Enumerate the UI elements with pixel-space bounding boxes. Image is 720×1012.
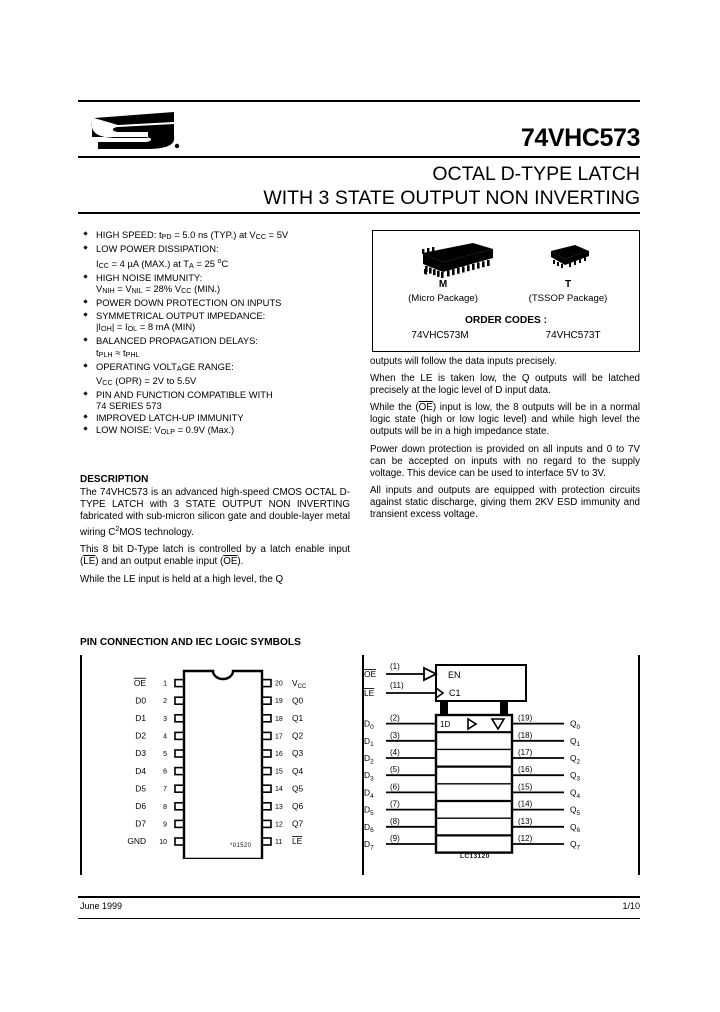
order-code-m: 74VHC573M [411, 330, 469, 341]
bullet-icon [83, 312, 87, 316]
order-codes-title: ORDER CODES : [464, 315, 548, 326]
feature-line: POWER DOWN PROTECTION ON INPUTS [96, 297, 282, 309]
bullet-icon [83, 338, 87, 342]
package-code-m: M [438, 279, 448, 290]
footer-rule-top [78, 896, 640, 898]
description-paragraph: This 8 bit D-Type latch is controlled by a latch enable input $(\overline{LE})$ and an output enable input $(\overline{OE})$. [80, 544, 350, 568]
svg-text:(18): (18) [518, 730, 533, 740]
svg-text:(15): (15) [518, 782, 533, 792]
bullet-icon [83, 274, 87, 278]
svg-text:(1): (1) [390, 662, 400, 671]
feature-line: IMPROVED LATCH-UP IMMUNITY [96, 412, 244, 424]
svg-text:D2: $D_2$ [364, 753, 374, 766]
svg-text:EN: EN [448, 670, 461, 680]
feature-item [80, 361, 358, 388]
right-paragraph: When the LE is taken low, the Q outputs will be latched precisely at the logic level of D input data. [370, 373, 640, 397]
svg-text:D5: D5 [135, 783, 146, 794]
svg-text:Q1: Q1 [292, 713, 304, 723]
feature-line: HIGH SPEED: $t_{PD} = 5.0$ ns (TYP.) at $V_{CC} = 5V$ [96, 229, 289, 241]
svg-text:(5): (5) [390, 765, 400, 775]
svg-text:Q2: Q2 [292, 730, 304, 741]
svg-text:D7: D7 [135, 818, 146, 829]
right-column-body [370, 356, 640, 526]
svg-text:(12): (12) [518, 834, 533, 843]
svg-text:OE: OE [364, 669, 377, 679]
feature-line: PIN AND FUNCTION COMPATIBLE WITH [96, 388, 273, 400]
svg-text:Q5: $Q_5$ [570, 804, 581, 817]
svg-text:LE: LE [364, 688, 375, 698]
feature-line: BALANCED PROPAGATION DELAYS: [96, 335, 259, 347]
svg-text:(16): (16) [518, 765, 533, 775]
package-name-m: (Micro Package) [408, 293, 478, 304]
svg-text:Q6: Q6 [292, 801, 304, 811]
part-number: 74VHC573 [520, 124, 640, 152]
diagram-divider-right [638, 655, 640, 875]
svg-text:Q7: Q7 [292, 818, 304, 829]
order-code-t: 74VHC573T [545, 330, 601, 341]
svg-text:D4: $D_4$ [364, 787, 374, 800]
svg-text:D2: D2 [135, 730, 146, 741]
feature-line: $V_{CC}$ (OPR) = 2V to 5.5V [96, 374, 197, 387]
svg-text:Q3: $Q_3$ [570, 770, 581, 783]
bullet-icon [83, 427, 87, 431]
svg-text:(8): (8) [390, 816, 400, 826]
iec-logic-symbol [364, 657, 638, 862]
iec-figure-id: LC13120 [460, 853, 490, 860]
svg-text:9: 9 [163, 821, 167, 829]
st-logo [88, 108, 184, 152]
right-paragraph: Power down protection is provided on all inputs and 0 to 7V can be accepted on inputs with no regard to the supply voltage. This device can be used to interface 5V to 3V. [370, 443, 640, 479]
page-title-line2: WITH 3 STATE OUTPUT NON INVERTING [263, 187, 640, 209]
features-list [80, 229, 358, 439]
svg-text:(3): (3) [390, 730, 400, 740]
svg-text:11: 11 [275, 839, 283, 846]
header-rule-top [78, 100, 640, 102]
package-order-box [372, 230, 640, 352]
header-rule-middle [78, 156, 640, 158]
tssop-package-icon [541, 243, 595, 280]
svg-text:1: 1 [163, 680, 167, 688]
svg-text:D6: D6 [135, 801, 146, 811]
bullet-icon [83, 415, 87, 419]
footer-page-number: 1/10 [622, 901, 640, 911]
svg-text:(19): (19) [518, 713, 533, 723]
bullet-icon [83, 391, 87, 395]
svg-text:3: 3 [163, 715, 167, 723]
package-name-t: (TSSOP Package) [528, 293, 608, 304]
feature-item [80, 297, 358, 309]
svg-text:D7: $D_7$ [364, 839, 374, 852]
svg-text:4: 4 [163, 733, 167, 741]
svg-text:(17): (17) [518, 748, 533, 757]
footer-rule-bottom [78, 918, 640, 919]
bullet-icon [83, 363, 87, 367]
svg-text:D0: D0 [135, 695, 146, 706]
svg-text:VCC: $V_{CC}$ [292, 677, 307, 690]
svg-text:Q0: Q0 [292, 695, 304, 706]
svg-text:16: 16 [275, 751, 283, 758]
svg-text:D6: $D_6$ [364, 821, 374, 835]
feature-item [80, 272, 358, 297]
svg-text:D5: $D_5$ [364, 804, 374, 817]
feature-item [80, 412, 358, 424]
svg-text:(6): (6) [390, 782, 400, 792]
pin-section-heading: PIN CONNECTION AND IEC LOGIC SYMBOLS [80, 637, 301, 648]
feature-line: OPERATING $VOLT_AGE$ RANGE: [96, 360, 234, 373]
svg-text:Q4: $Q_4$ [570, 787, 581, 800]
svg-text:13: 13 [275, 803, 283, 811]
svg-text:OE: OE [133, 677, 146, 688]
feature-line: LOW NOISE: $V_{OLP} = 0.9V$ (Max.) [96, 424, 235, 437]
feature-line: HIGH NOISE IMMUNITY: [96, 271, 203, 283]
bullet-icon [83, 245, 87, 249]
right-paragraph: While the $(\overline{OE})$ input is low, the 8 outputs will be in a normal logic state (high or low logic level) and while high level the outputs will be in a high impedance state. [370, 402, 640, 438]
pin-diagram-area [80, 655, 640, 880]
order-codes-row [373, 330, 639, 341]
right-paragraph: outputs will follow the data inputs precisely. [370, 356, 557, 367]
svg-text:(13): (13) [518, 816, 533, 826]
header-rule-bottom [78, 212, 640, 214]
feature-line: 74 SERIES 573 [96, 400, 162, 412]
svg-text:(14): (14) [518, 799, 533, 809]
feature-item [80, 335, 358, 360]
right-paragraph: All inputs and outputs are equipped with protection circuits against static discharge, giving them 2KV ESD immunity and transient excess voltage. [370, 484, 640, 521]
svg-text:C1: C1 [449, 688, 461, 698]
feature-item [80, 389, 358, 412]
svg-text:7: 7 [163, 786, 167, 794]
page-title-line1: OCTAL D-TYPE LATCH [432, 163, 640, 185]
feature-item [80, 243, 358, 271]
svg-text:(11): (11) [390, 681, 404, 690]
svg-text:Q6: $Q_6$ [570, 821, 581, 835]
svg-text:D3: D3 [135, 748, 146, 759]
svg-text:D3: $D_3$ [364, 770, 374, 783]
feature-item [80, 424, 358, 438]
svg-text:15: 15 [275, 768, 283, 776]
feature-line: $|I_{OH}| = I_{OL} = 8$ mA (MIN) [96, 321, 196, 334]
feature-line: $I_{CC} = 4$ µA (MAX.) at $T_A = 25$ $^o$C [96, 255, 229, 270]
bullet-icon [83, 231, 87, 235]
svg-text:LE: LE [292, 836, 303, 847]
svg-text:19: 19 [275, 698, 283, 706]
svg-text:GND: GND [127, 836, 146, 847]
svg-text:5: 5 [163, 751, 167, 758]
feature-line: $V_{NIH} = V_{NIL} = 28\%$ $V_{CC}$ (MIN.) [96, 283, 221, 296]
svg-text:(7): (7) [390, 799, 400, 809]
svg-text:Q4: Q4 [292, 765, 304, 776]
svg-text:D1: $D_1$ [364, 735, 374, 749]
svg-text:14: 14 [275, 786, 283, 794]
description-paragraph: The 74VHC573 is an advanced high-speed CMOS OCTAL D-TYPE LATCH with 3 STATE OUTPUT NON INVERTING fabricated with sub-micron silicon gate and double-layer metal wiring $C^2MOS$ technology. [80, 487, 350, 539]
svg-text:Q7: $Q_7$ [570, 839, 581, 852]
description-body [80, 487, 350, 591]
svg-text:10: 10 [159, 839, 167, 846]
feature-item [80, 229, 358, 243]
svg-text:12: 12 [275, 821, 283, 829]
svg-text:D4: D4 [135, 765, 146, 776]
svg-text:(9): (9) [390, 834, 400, 843]
svg-text:18: 18 [275, 715, 283, 723]
bullet-icon [83, 300, 87, 304]
soic-package-icon [411, 241, 497, 284]
svg-text:(4): (4) [390, 748, 400, 757]
svg-text:1D: 1D [440, 720, 451, 729]
feature-line: LOW POWER DISSIPATION: [96, 243, 219, 255]
description-heading: DESCRIPTION [80, 474, 149, 485]
svg-text:2: 2 [163, 698, 167, 706]
svg-text:Q0: $Q_0$ [570, 718, 581, 731]
svg-text:D1: D1 [135, 713, 146, 723]
svg-text:8: 8 [163, 803, 167, 811]
feature-item [80, 310, 358, 335]
svg-text:Q5: Q5 [292, 783, 304, 794]
dip-package-diagram [80, 659, 362, 859]
feature-line: SYMMETRICAL OUTPUT IMPEDANCE: [96, 309, 266, 321]
description-paragraph: While the LE input is held at a high level, the Q [80, 573, 284, 585]
svg-text:(2): (2) [390, 713, 400, 723]
svg-text:Q2: $Q_2$ [570, 753, 581, 766]
svg-text:Q3: Q3 [292, 748, 304, 759]
feature-line: $t_{PLH} \approx t_{PHL}$ [96, 346, 140, 359]
package-code-t: T [564, 279, 572, 290]
dip-figure-id: *01520 [230, 843, 252, 849]
svg-text:20: 20 [275, 680, 283, 688]
svg-text:D0: $D_0$ [364, 718, 374, 731]
footer-date: June 1999 [80, 901, 123, 911]
svg-text:Q1: $Q_1$ [570, 735, 581, 749]
svg-text:17: 17 [275, 733, 283, 741]
svg-text:6: 6 [163, 768, 167, 776]
